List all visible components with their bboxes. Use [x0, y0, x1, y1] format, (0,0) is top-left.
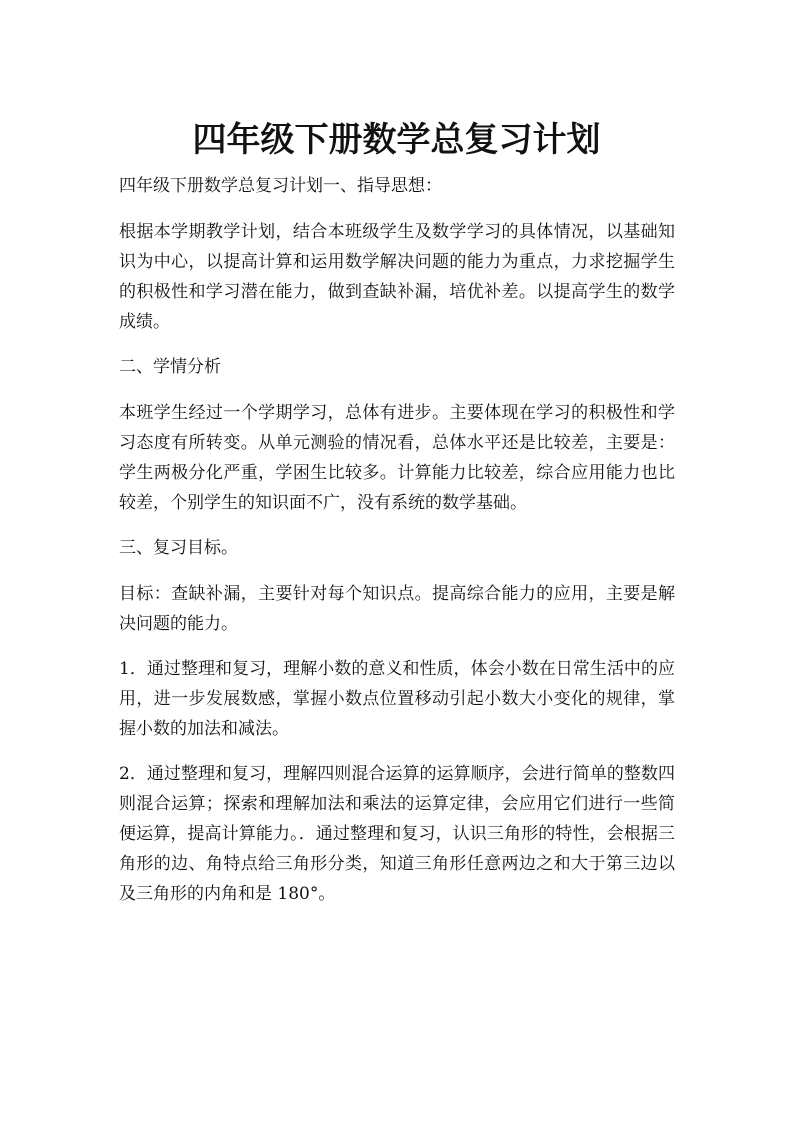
review-goals-paragraph: 目标：查缺补漏，主要针对每个知识点。提高综合能力的应用，主要是解决问题的能力。: [119, 584, 675, 634]
document-title: 四年级下册数学总复习计划: [192, 119, 601, 160]
document-body: [119, 171, 675, 924]
review-goal-item-1: 1．通过整理和复习，理解小数的意义和性质，体会小数在日常生活中的应用，进一步发展数感，掌握小数点位置移动引起小数大小变化的规律，掌握小数的加法和减法。: [119, 659, 675, 739]
section-intro-heading: 四年级下册数学总复习计划一、指导思想：: [119, 176, 442, 196]
learning-analysis-heading: 二、学情分析: [119, 357, 221, 377]
learning-analysis-paragraph: 本班学生经过一个学期学习，总体有进步。主要体现在学习的积极性和学习态度有所转变。从单元测验的情况看，总体水平还是比较差，主要是：学生两极分化严重，学困生比较多。计算能力比较差，综合应用能力也比较差，个别学生的知识面不广，没有系统的数学基础。: [119, 403, 675, 513]
review-goal-item-2: 2．通过整理和复习，理解四则混合运算的运算顺序，会进行简单的整数四则混合运算；探索和理解加法和乘法的运算定律，会应用它们进行一些简便运算，提高计算能力。．通过整理和复习，认识三角形的特性，会根据三角形的边、角特点给三角形分类，知道三角形任意两边之和大于第三边以及三角形的内角和是 180°。: [119, 764, 675, 904]
review-goals-heading: 三、复习目标。: [119, 538, 238, 558]
guiding-ideology-paragraph: 根据本学期教学计划，结合本班级学生及数学学习的具体情况，以基础知识为中心，以提高计算和运用数学解决问题的能力为重点，力求挖掘学生的积极性和学习潜在能力，做到查缺补漏，培优补差。以提高学生的数学成绩。: [119, 222, 675, 332]
